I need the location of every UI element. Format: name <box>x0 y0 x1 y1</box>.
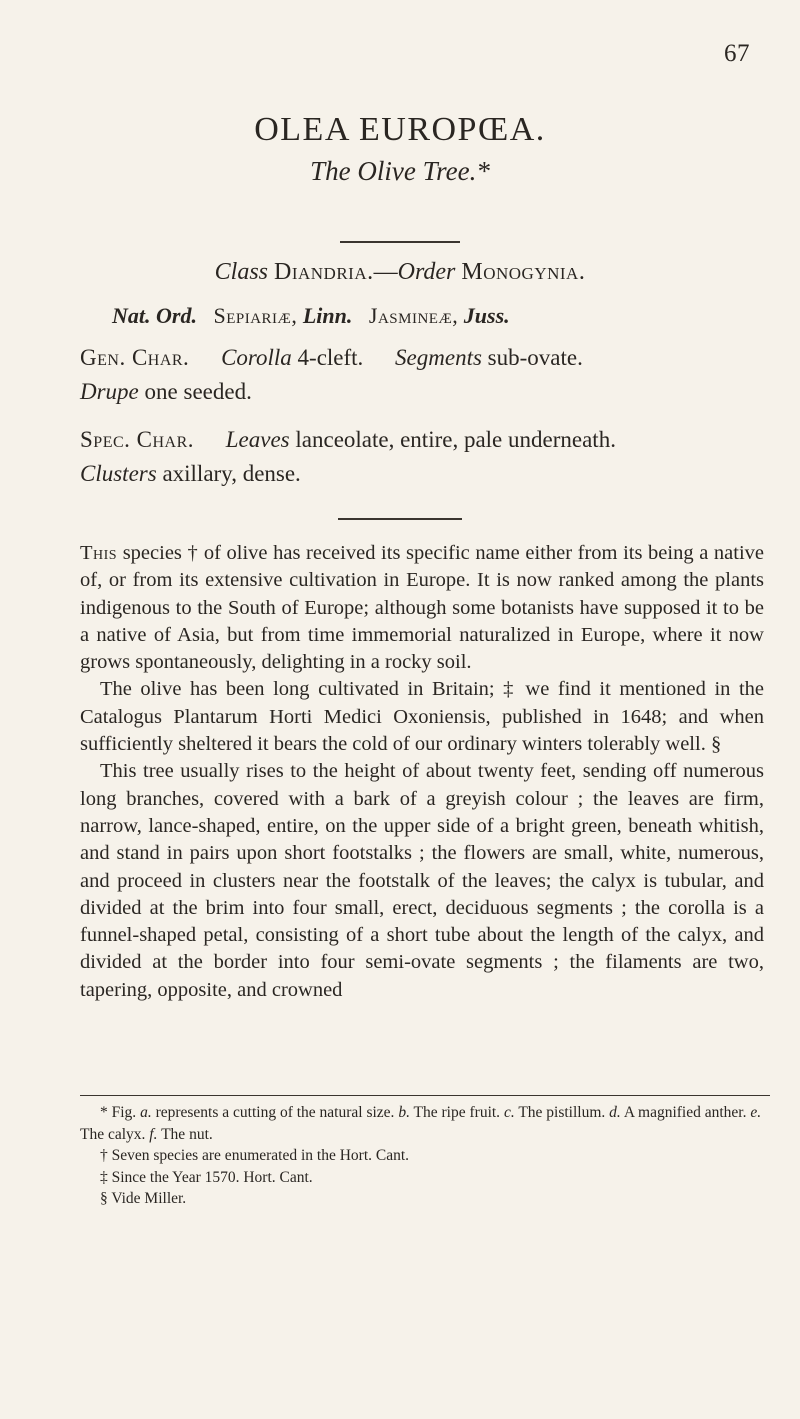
paragraph-2: The olive has been long cultivated in Britain; ‡ we find it mentioned in the Catalogus Plantarum Horti Medici Oxoniensis, published in 1648; and when sufficiently sheltered it bears the cold of our ordinary winters tolerably well. § <box>80 678 764 756</box>
order-value: Monogynia. <box>461 259 586 285</box>
class-dash: — <box>373 259 398 285</box>
nat-ord-value-1: Sepiariæ, <box>213 303 298 328</box>
paragraph-1-lead: This <box>80 542 118 564</box>
order-label: Order <box>397 259 456 285</box>
footnote-section: § Vide Miller. <box>100 1190 187 1207</box>
drupe-text: one seeded. <box>144 379 252 404</box>
paragraph-1-text: species † of olive has received its specific name either from its being a native of, or from its extensive cultivation in Europe. It is now ranked among the plants indigenous to the South of Europe; although some botanists have supposed it to be a native of Asia, but from time immemorial naturalized in Europe, where it now grows spontaneously, delighting in a rocky soil. <box>80 542 764 674</box>
nat-ord-label: Nat. Ord. <box>112 303 197 328</box>
paragraph-1 <box>80 540 764 676</box>
class-label: Class <box>214 259 268 285</box>
footnote-double-dagger: ‡ Since the Year 1570. Hort. Cant. <box>100 1168 313 1186</box>
class-value: Diandria. <box>274 259 374 285</box>
page-subtitle: The Olive Tree.* <box>310 156 490 186</box>
page-title: OLEA EUROPŒA. <box>254 111 546 148</box>
clusters-term: Clusters <box>80 461 157 486</box>
segments-text: sub-ovate. <box>487 345 583 370</box>
body-text <box>80 540 764 1004</box>
nat-ord-authority-2: Juss. <box>463 303 510 328</box>
footnote-dagger: † Seven species are enumerated in the Hort. Cant. <box>100 1147 410 1164</box>
leaves-term: Leaves <box>225 427 290 452</box>
footnote-divider <box>80 1095 770 1096</box>
section-divider <box>338 518 462 520</box>
corolla-term: Corolla <box>221 345 292 370</box>
natural-order-line <box>112 303 510 329</box>
spec-char-label: Spec. Char. <box>80 427 195 452</box>
title-divider <box>340 241 460 243</box>
drupe-term: Drupe <box>80 379 139 404</box>
gen-char-label: Gen. Char. <box>80 345 190 370</box>
footnotes <box>80 1102 770 1210</box>
nat-ord-authority-1: Linn. <box>302 303 353 328</box>
segments-term: Segments <box>395 345 482 370</box>
footnote-star: * Fig. a. represents a cutting of the natural size. b. The ripe fruit. c. The pistillum. d. A magnified anther. e. The calyx. f. The nut. <box>80 1104 762 1143</box>
nat-ord-value-2: Jasmineæ, <box>368 303 459 328</box>
class-order-line <box>0 259 800 286</box>
paragraph-3: This tree usually rises to the height of about twenty feet, sending off numerous long branches, covered with a bark of a greyish colour ; the leaves are firm, narrow, lance-shaped, entire, on the upper side of a bright green, beneath whitish, and stand in pairs upon short footstalks ; the flowers are small, white, numerous, and proceed in clusters near the footstalk of the leaves; the calyx is tubular, and divided at the brim into four small, erect, deciduous segments ; the corolla is a funnel-shaped petal, consisting of a short tube about the length of the calyx, and divided at the border into four semi-ovate segments ; the filaments are two, tapering, opposite, and crowned <box>80 760 764 1001</box>
generic-character <box>80 341 760 409</box>
corolla-text: 4-cleft. <box>297 345 364 370</box>
leaves-text: lanceolate, entire, pale underneath. <box>295 427 616 452</box>
clusters-text: axillary, dense. <box>162 461 301 486</box>
page-number: 67 <box>724 40 750 67</box>
specific-character <box>80 423 760 491</box>
